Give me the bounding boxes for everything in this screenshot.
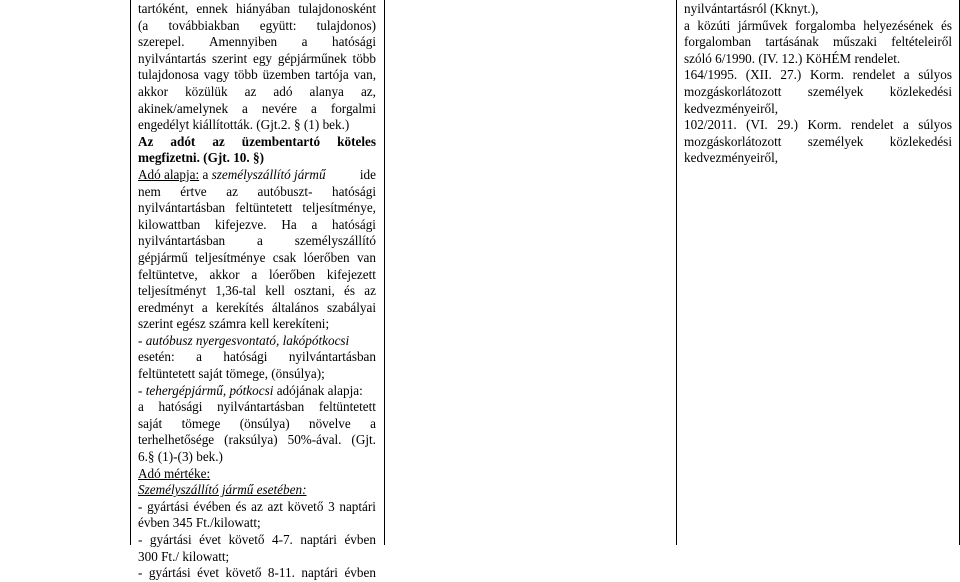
tax-base-paragraph bbox=[138, 184, 376, 333]
text-line: nem értve az autóbuszt- hatósági bbox=[138, 183, 376, 199]
text-line: megfizetni. (Gjt. 10. §) bbox=[138, 150, 264, 166]
text-line: 300 Ft./ kilowatt; bbox=[138, 548, 230, 564]
text-line: 6.§ (1)-(3) bek.) bbox=[138, 449, 223, 465]
text-line: (a továbbiakban együtt: tulajdonos) bbox=[138, 17, 376, 33]
text-line: esetén: a hatósági nyilvántartásban bbox=[138, 349, 376, 365]
text-line: tartóként, ennek hiányában tulajdonosként bbox=[138, 1, 376, 16]
text-line: szerint egész számra kell kerekíteni; bbox=[138, 316, 330, 332]
text-line: kedvezményeiről, bbox=[684, 150, 779, 166]
tax-base-label: Adó alapja: bbox=[138, 166, 200, 182]
text-line: nyilvántartás szerint egy gépjárműnek több bbox=[138, 50, 376, 66]
text-line: szóló 6/1990. (IV. 12.) KöHÉM rendelet. bbox=[684, 50, 901, 66]
legal-references-column bbox=[684, 1, 952, 167]
text-line: nyilvántartásról (Kknyt.), bbox=[684, 1, 819, 16]
text-line: feltüntetett saját tömege, (önsúlya); bbox=[138, 366, 325, 382]
text-line: terhelhetősége (raksúlya) 50%-ával. (Gjt. bbox=[138, 432, 376, 448]
tax-rate-list bbox=[138, 499, 376, 582]
intro-paragraph bbox=[138, 1, 376, 134]
text-line: engedélyt kiállították. (Gjt.2. § (1) bek.) bbox=[138, 117, 350, 133]
table-border-middle bbox=[384, 0, 385, 545]
text-line: évben 345 Ft./kilowatt; bbox=[138, 515, 261, 531]
table-border-inner bbox=[676, 0, 677, 545]
text-line: 102/2011. (VI. 29.) Korm. rendelet a súlyos bbox=[684, 117, 952, 133]
text-line: forgalomban tartásának műszaki feltételeiről bbox=[684, 34, 952, 50]
tax-description-column bbox=[138, 1, 376, 582]
bus-item: - autóbusz nyergesvontató, lakópótkocsi bbox=[138, 332, 350, 348]
legal-references bbox=[684, 1, 952, 167]
text-line: - gyártási évet követő 4-7. naptári évben bbox=[138, 532, 376, 547]
text-line: saját tömege (önsúlya) növelve a bbox=[138, 415, 376, 431]
text-line: kedvezményeiről, bbox=[684, 100, 779, 116]
text-line: - gyártási évében és az azt követő 3 naptári bbox=[138, 498, 376, 514]
tax-base-first-line: Adó alapja: a személyszállító jármű ide bbox=[138, 166, 376, 182]
text-line: mozgáskorlátozott személyek közlekedési bbox=[684, 83, 952, 99]
truck-item: - tehergépjármű, pótkocsi adójának alapja: bbox=[138, 382, 363, 398]
text-line: kilowattban kifejezve. Ha a hatósági bbox=[138, 216, 376, 232]
text-line: - gyártási évet követő 8-11. naptári évben bbox=[138, 565, 376, 581]
truck-paragraph bbox=[138, 399, 376, 465]
payer-heading bbox=[138, 134, 376, 167]
bus-paragraph bbox=[138, 349, 376, 382]
text-line: nyilvántartásban a személyszállító bbox=[138, 233, 376, 249]
text-line: tulajdonosa vagy több üzemben tartója van, bbox=[138, 67, 376, 83]
text-line: szerepel. Amennyiben a hatósági bbox=[138, 34, 376, 50]
tax-rate-label: Adó mértéke: bbox=[138, 465, 211, 481]
text-line: gépjármű teljesítménye csak lóerőben van bbox=[138, 249, 376, 265]
text-line: Az adót az üzembentartó köteles bbox=[138, 133, 376, 149]
tax-rate-subtitle: Személyszállító jármű esetében: bbox=[138, 482, 307, 498]
text-line: nyilvántartásban feltüntetett teljesítménye, bbox=[138, 200, 376, 216]
text-line: a hatósági nyilvántartásban feltüntetett bbox=[138, 399, 376, 415]
text-line: akinek/amelynek a nevére a forgalmi bbox=[138, 100, 376, 116]
table-border-left bbox=[130, 0, 131, 545]
text-line: akkor közülük az adó alanya az, bbox=[138, 83, 376, 99]
text-line: feltüntetve, akkor a lóerőben kifejezett bbox=[138, 266, 376, 282]
text-line: mozgáskorlátozott személyek közlekedési bbox=[684, 133, 952, 149]
text-line: 164/1995. (XII. 27.) Korm. rendelet a súlyos bbox=[684, 67, 952, 83]
text-line: eredményt a kerekítés általános szabályai bbox=[138, 299, 376, 315]
text-line: a közúti járművek forgalomba helyezésének és bbox=[684, 17, 952, 33]
text-line: teljesítményt 1,36-tal kell osztani, és az bbox=[138, 283, 376, 299]
